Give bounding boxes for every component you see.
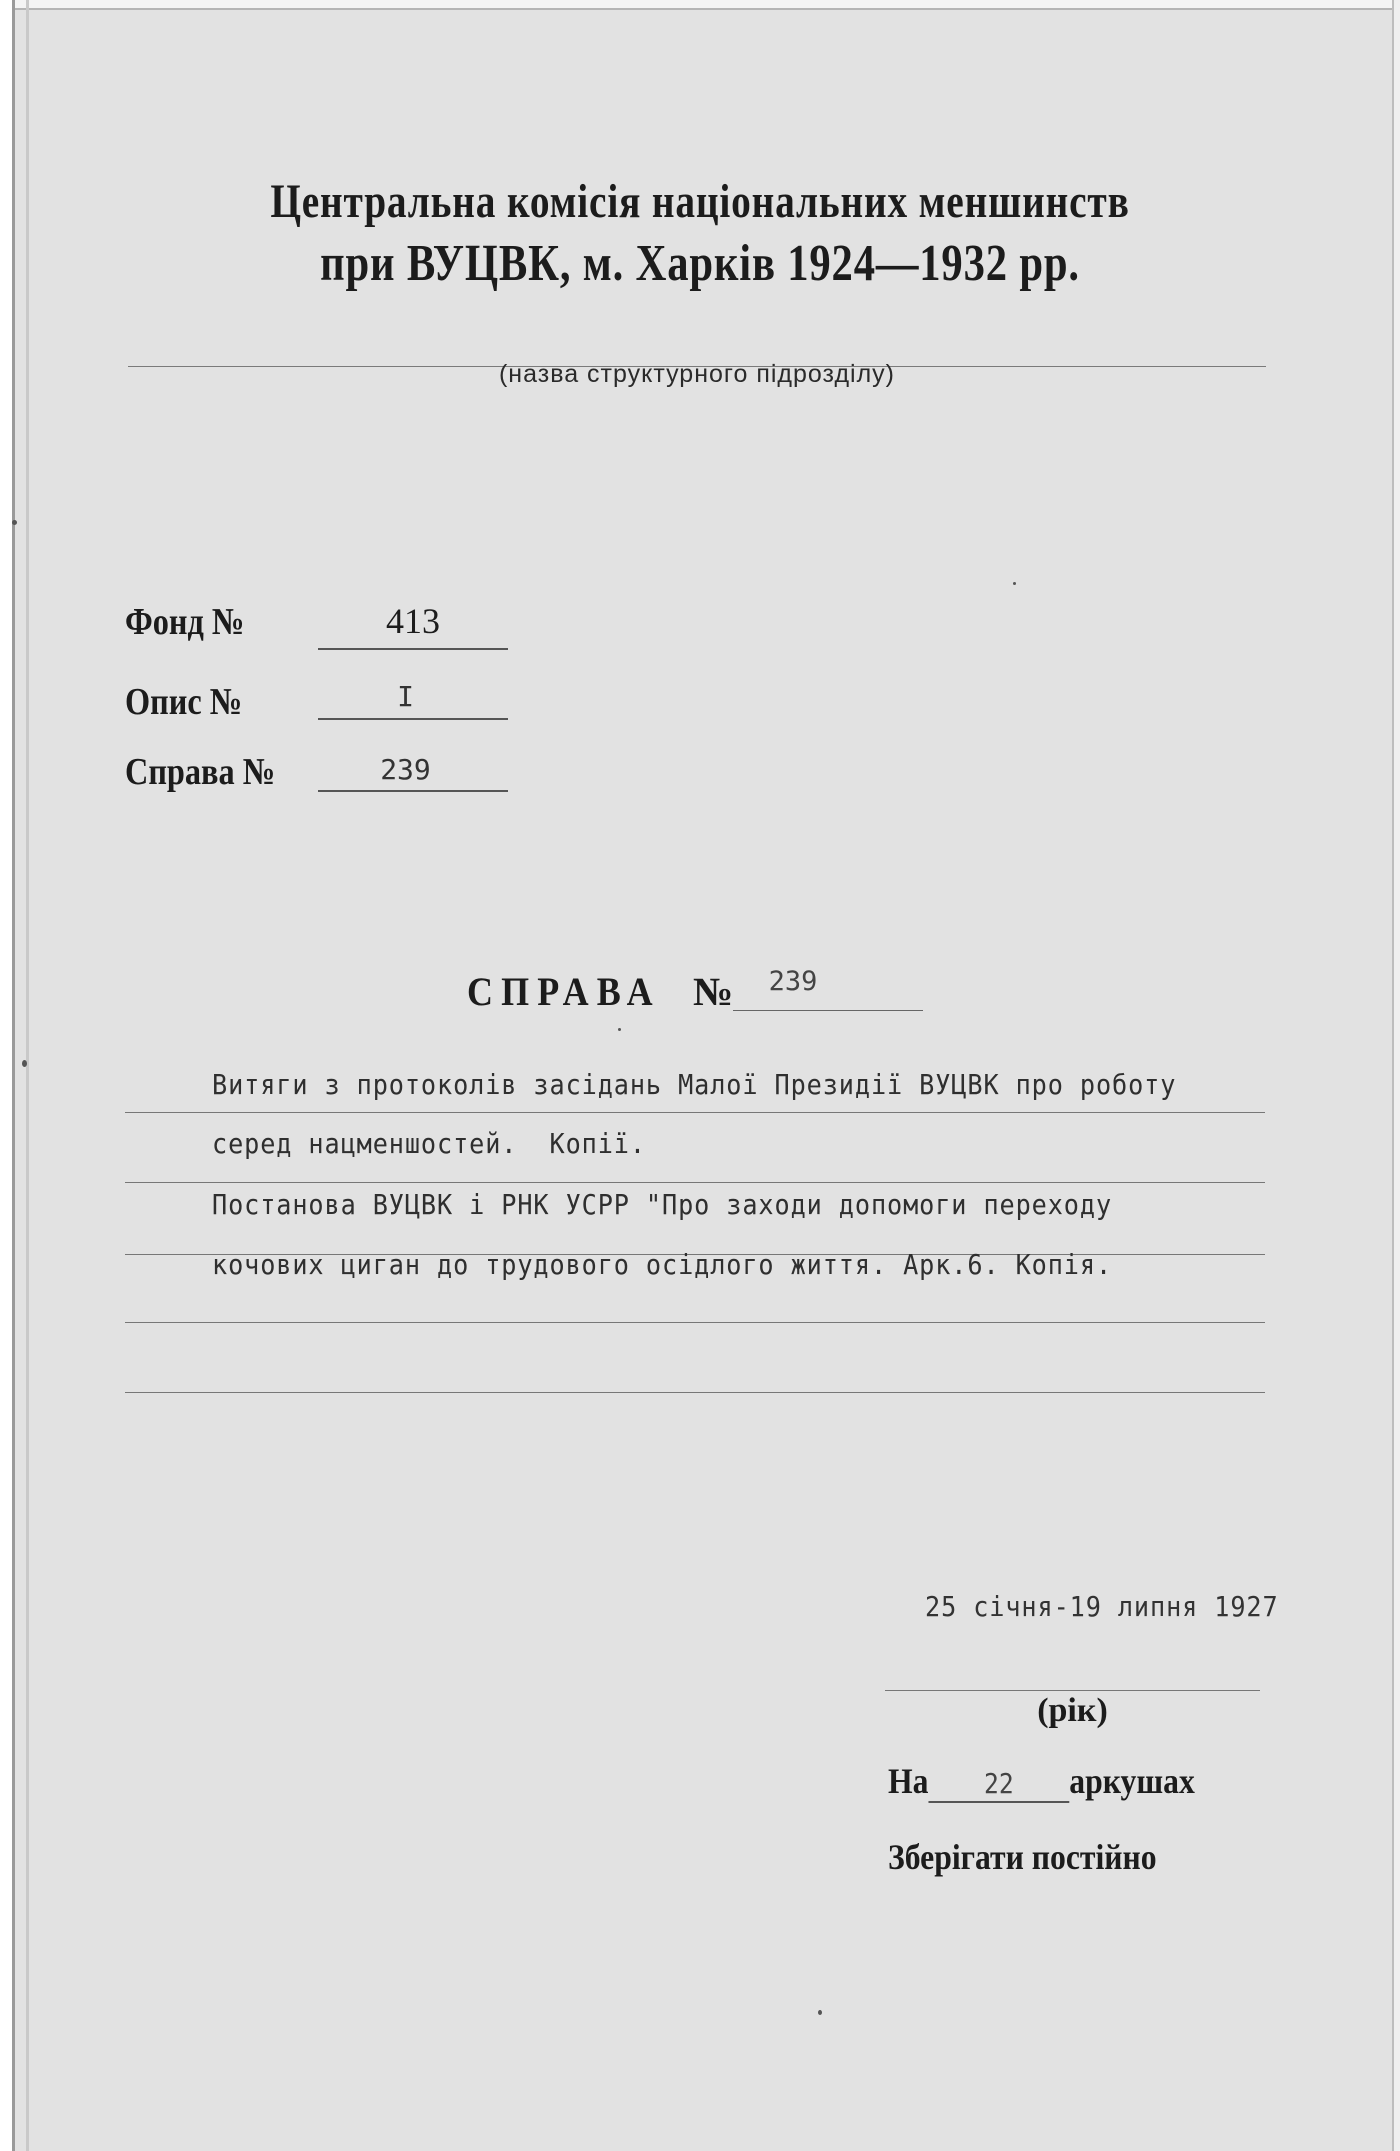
description-rule (125, 1182, 1265, 1183)
case-number-label: № (693, 969, 734, 1014)
sprava-line (318, 790, 508, 792)
fond-label: Фонд № (125, 601, 245, 643)
description-rule (125, 1392, 1265, 1393)
case-number-line (733, 1010, 923, 1011)
opys-value: I (397, 680, 414, 713)
sprava-value: 239 (380, 753, 431, 786)
fond-value: 413 (386, 601, 440, 641)
sprava-label: Справа № (125, 751, 276, 793)
description-rule (125, 1322, 1265, 1323)
header-organization-city-years: при ВУЦВК, м. Харків 1924—1932 рр. (320, 235, 1080, 292)
header-commission-name: Центральна комісія національних меншинств (270, 175, 1130, 228)
scan-speck (818, 2010, 822, 2015)
sheets-prefix: На (888, 1761, 929, 1801)
sheets-count-value: 22 (928, 1767, 1069, 1803)
scan-speck (1013, 582, 1016, 585)
unit-name-caption: (назва структурного підрозділу) (498, 360, 895, 388)
case-title: СПРАВА (467, 969, 661, 1014)
scan-edge-top (0, 0, 1400, 10)
fond-line (318, 648, 508, 650)
description-rule (125, 1112, 1265, 1113)
case-number-value: 239 (768, 966, 818, 997)
opys-label: Опис № (125, 681, 243, 723)
description-line: Витяги з протоколів засідань Малої Президії ВУЦВК про роботу (212, 1068, 1177, 1101)
document-header (233, 172, 1168, 296)
scan-speck (22, 1060, 27, 1067)
scan-edge-left (0, 0, 15, 2151)
scan-edge-shadow (26, 0, 29, 2151)
opys-line (318, 718, 508, 720)
scan-edge-right (1392, 0, 1400, 2151)
year-caption: (рік) (1037, 1692, 1108, 1729)
sheets-count-row (888, 1760, 1195, 1803)
date-range: 25 січня-19 липня 1927 (925, 1590, 1279, 1623)
year-rule (885, 1690, 1260, 1691)
description-line: Постанова ВУЦВК і РНК УСРР "Про заходи допомоги переходу (212, 1188, 1113, 1221)
scan-speck (12, 520, 17, 525)
description-line: серед нацменшостей. Копії. (212, 1127, 646, 1160)
retention-note: Зберігати постійно (888, 1837, 1157, 1877)
scan-speck (618, 1028, 621, 1031)
description-line: кочових циган до трудового осідлого життя. Арк.6. Копія. (212, 1248, 1113, 1281)
sheets-suffix: аркушах (1069, 1761, 1195, 1801)
